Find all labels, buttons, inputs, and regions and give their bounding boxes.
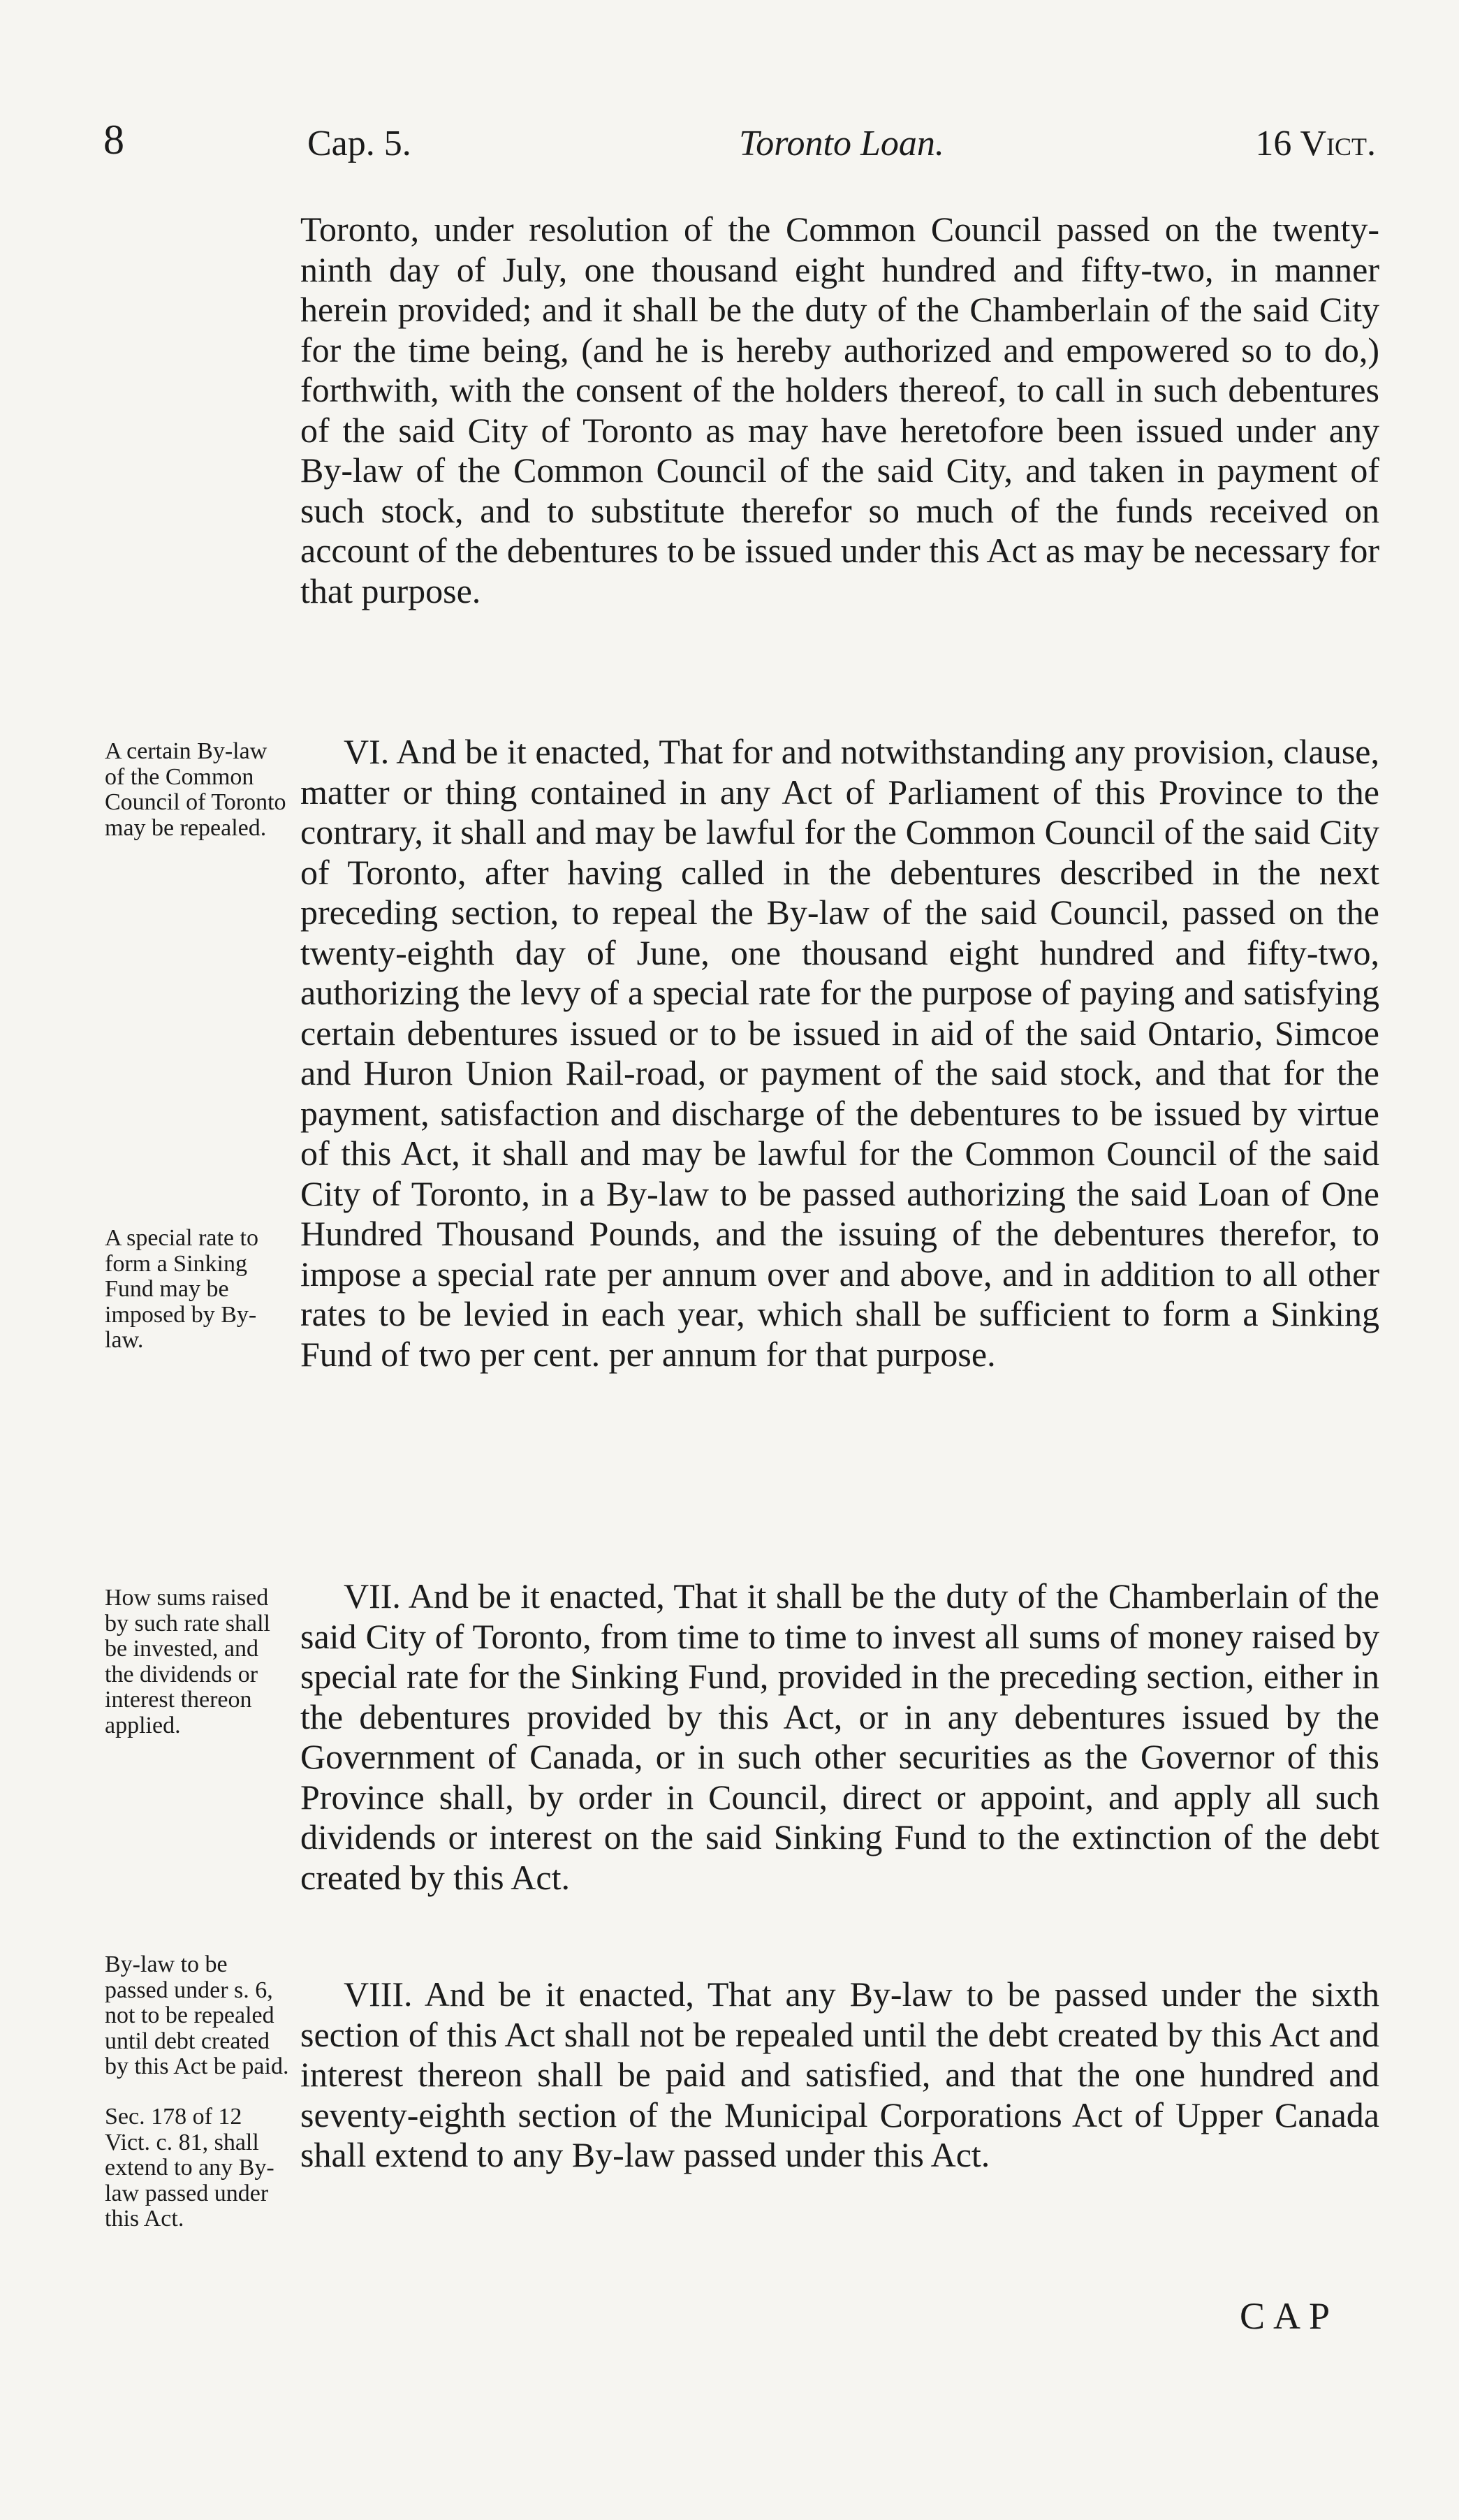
marginal-note-investment	[105, 1585, 290, 1738]
section-7-paragraph	[300, 1576, 1379, 1898]
section-6-number: VI.	[344, 732, 390, 771]
continuation-paragraph	[300, 210, 1379, 611]
continuation-text: Toronto, under resolution of the Common Council passed on the twenty-ninth day of July, one thousand eight hundred and fifty-two, in manner herein provided; and it shall be the duty of the Chamberlain of the said City for the time being, (and he is hereby authorized and empowered so to do,) forthwith, with the consent of the holders thereof, to call in such debentures of the said City of Toronto as may have heretofore been issued under any By-law of the Common Council of the said City, and taken in payment of such stock, and to substitute therefor so much of the funds received on account of the debentures to be issued under this Act as may be necessary for that purpose.	[300, 210, 1379, 610]
section-6	[300, 732, 1379, 1375]
section-6-paragraph	[300, 732, 1379, 1375]
catchword: CAP	[1240, 2295, 1339, 2337]
section-8-text: And be it enacted, That any By-law to be passed under the sixth section of this Act shall not be repealed until the debt created by this Act and interest thereon shall be paid and satisfied, and that the one hundred and seventy-eighth section of the Municipal Corporations Act of Upper Canada shall extend to any By-law passed under this Act.	[300, 1975, 1379, 2174]
running-head-chapter: Cap. 5.	[307, 124, 411, 163]
marginal-note-repeal	[105, 739, 290, 841]
section-8	[300, 1975, 1379, 2176]
section-8-paragraph	[300, 1975, 1379, 2176]
marginal-note-text: A special rate to form a Sinking Fund may be imposed by By-law.	[105, 1225, 258, 1353]
marginal-note-special-rate	[105, 1226, 290, 1354]
page-number: 8	[103, 117, 124, 163]
marginal-note-bylaw-not-repealed	[105, 1952, 290, 2080]
marginal-note-text: By-law to be passed under s. 6, not to be repealed until debt created by this Act be paid.	[105, 1951, 289, 2079]
marginal-note-text: Sec. 178 of 12 Vict. c. 81, shall extend to any By-law passed under this Act.	[105, 2104, 274, 2232]
running-head-title: Toronto Loan.	[739, 124, 944, 163]
marginal-note-sec-178	[105, 2104, 290, 2232]
section-8-number: VIII.	[344, 1975, 413, 2014]
running-head	[307, 123, 1376, 172]
section-7	[300, 1576, 1379, 1898]
section-7-text: And be it enacted, That it shall be the duty of the Chamberlain of the said City of Toronto, from time to time to invest all sums of money raised by special rate for the Sinking Fund, provided in the preceding section, either in the debentures provided by this Act, or in any debentures issued by the Government of Canada, or in such other securities as the Governor of this Province shall, by order in Council, direct or appoint, and apply all such dividends or interest on the said Sinking Fund to the extinction of the debt created by this Act.	[300, 1576, 1379, 1897]
section-7-number: VII.	[344, 1576, 401, 1616]
marginal-note-text: How sums raised by such rate shall be invested, and the dividends or interest thereon applied.	[105, 1585, 270, 1738]
marginal-note-text: A certain By-law of the Common Council of Toronto may be repealed.	[105, 738, 286, 841]
section-6-text: And be it enacted, That for and notwithstanding any provision, clause, matter or thing contained in any Act of Parliament of this Province to the contrary, it shall and may be lawful for the Common Council of the said City of Toronto, after having called in the debentures described in the next preceding section, to repeal the By-law of the said Council, passed on the twenty-eighth day of June, one thousand eight hundred and fifty-two, authorizing the levy of a special rate for the purpose of paying and satisfying certain debentures issued or to be issued in aid of the said Ontario, Simcoe and Huron Union Rail-road, or payment of the said stock, and that for the payment, satisfaction and discharge of the debentures to be issued by virtue of this Act, it shall and may be lawful for the Common Council of the said City of Toronto, in a By-law to be passed authorizing the said Loan of One Hundred Thousand Pounds, and the issuing of the debentures therefor, to impose a special rate per annum over and above, and in addition to all other rates to be levied in each year, which shall be sufficient to form a Sinking Fund of two per cent. per annum for that purpose.	[300, 732, 1379, 1374]
running-head-regnal-year: 16 Vict.	[1255, 124, 1376, 163]
